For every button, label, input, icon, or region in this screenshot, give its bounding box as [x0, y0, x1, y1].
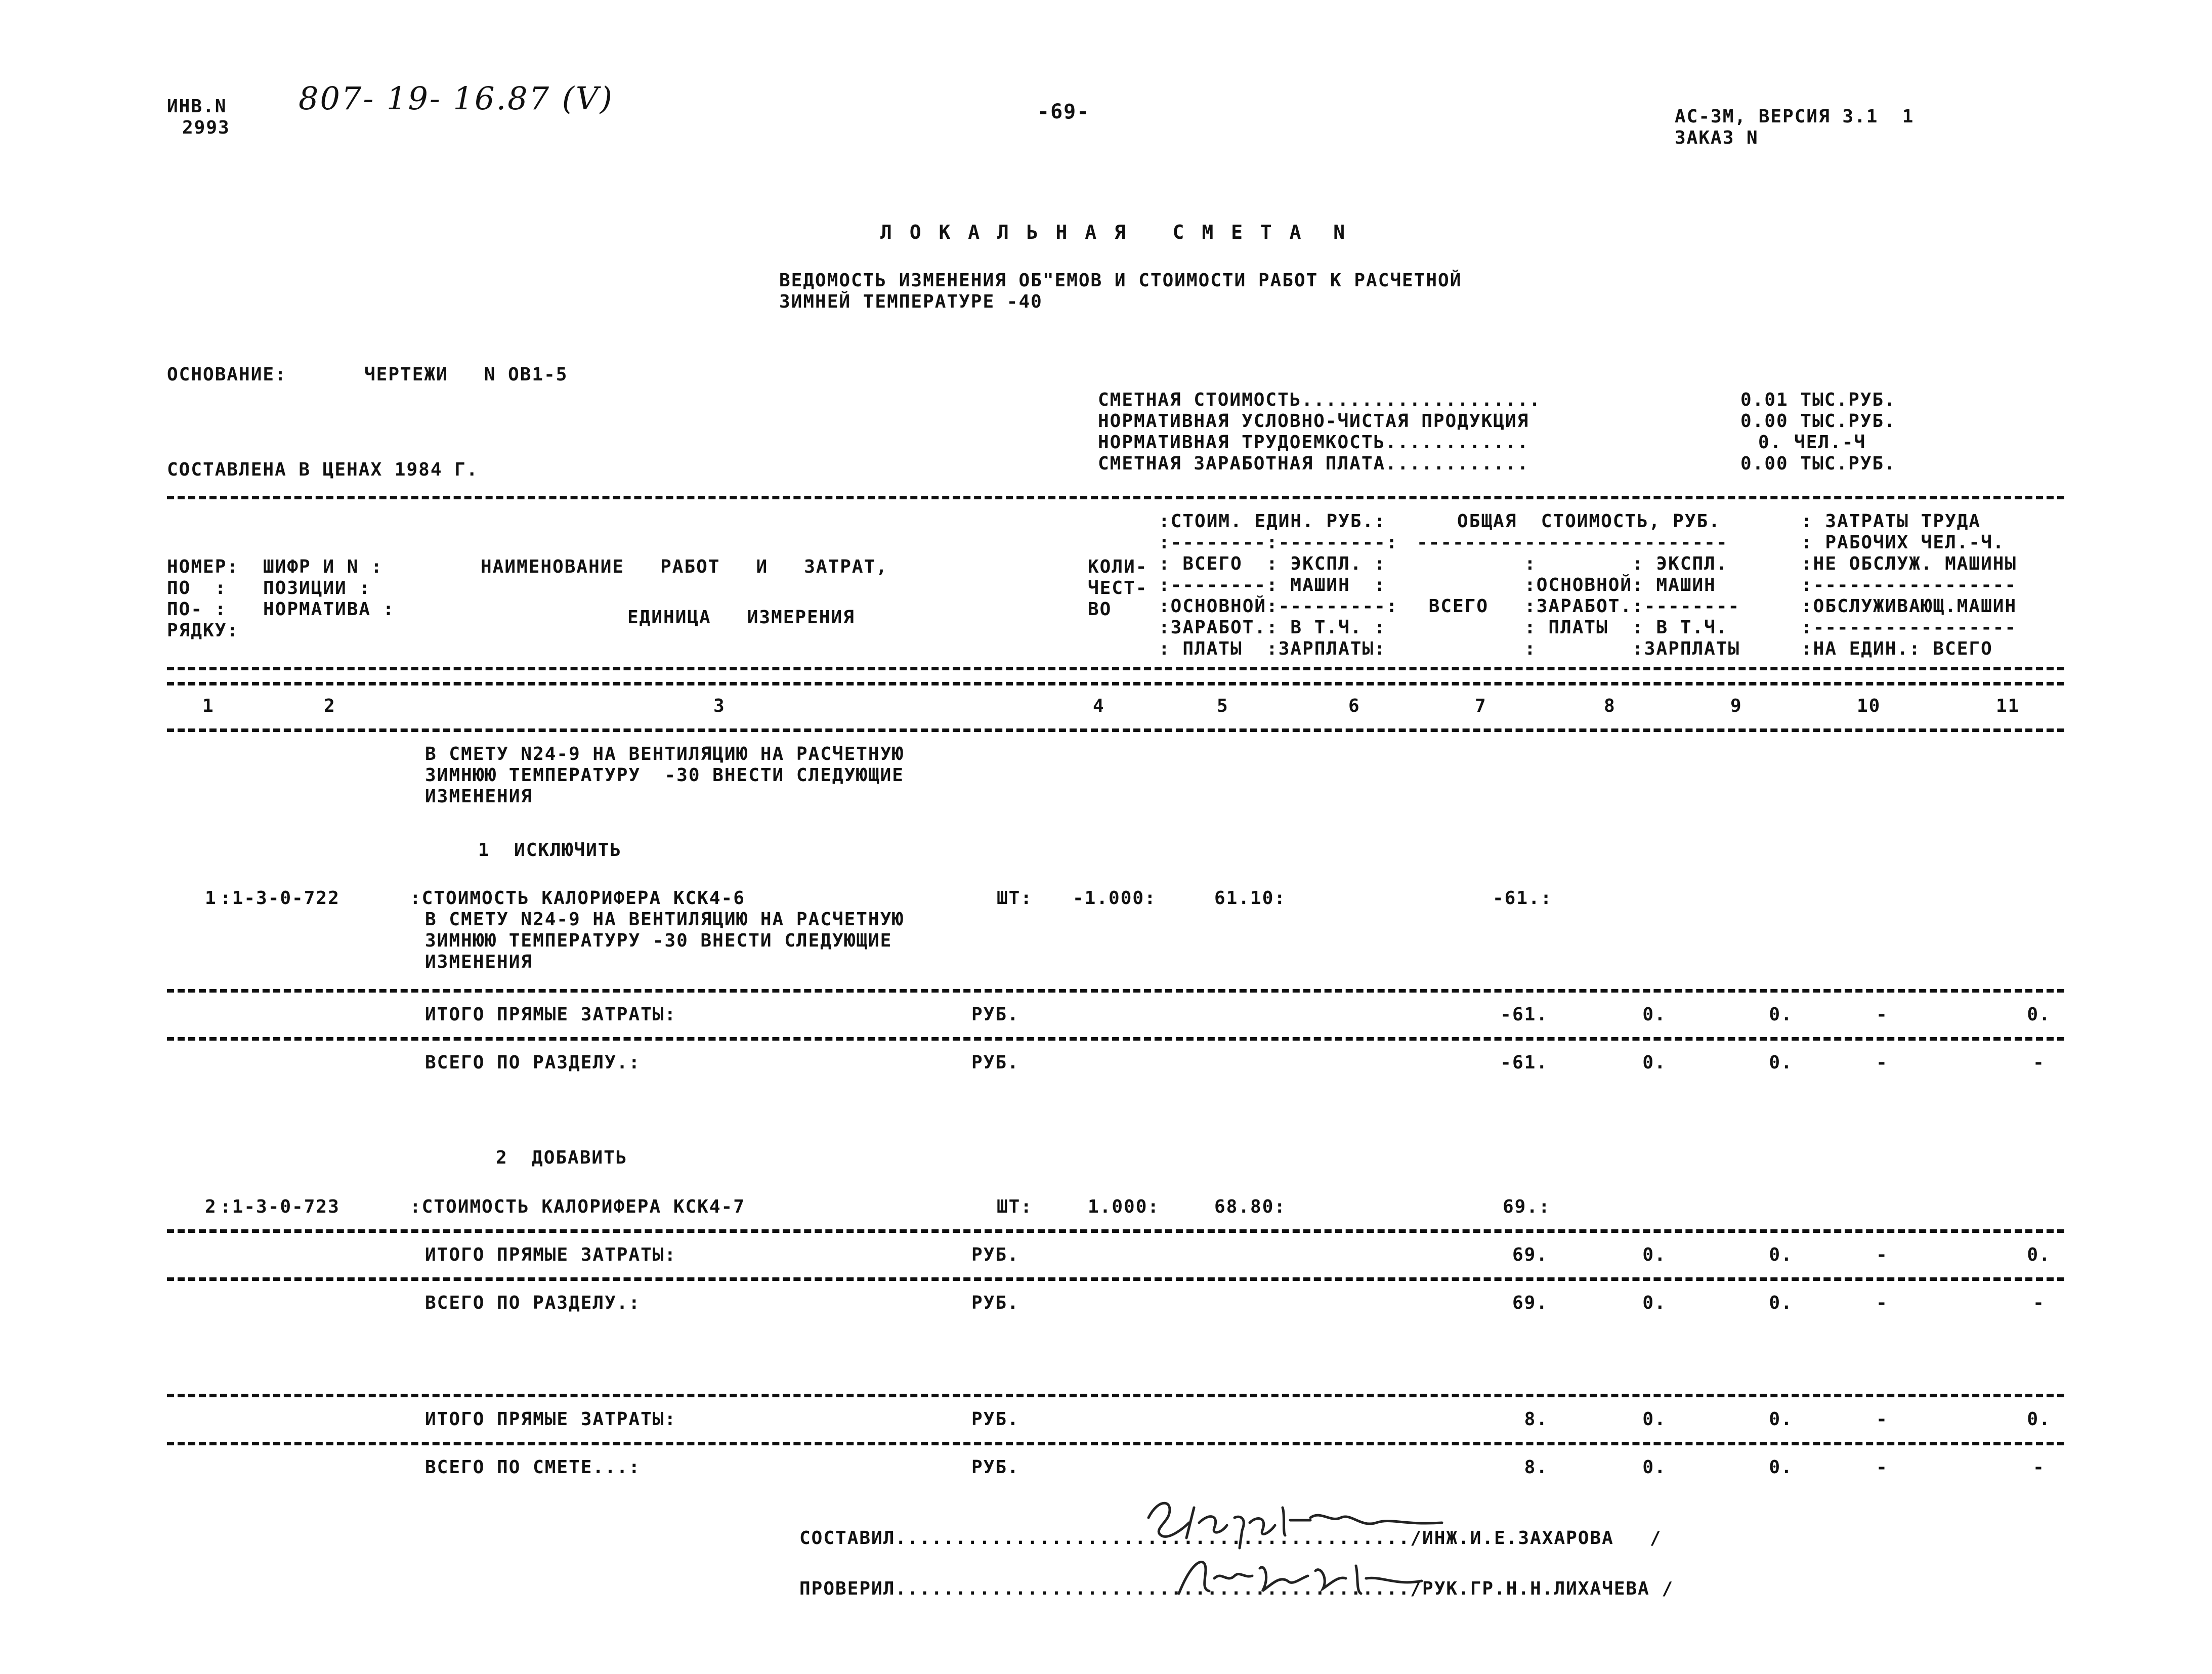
cols7-9-header-line: : : ЭКСПЛ.: [1417, 553, 1728, 574]
intro-line: В СМЕТУ N24-9 НА ВЕНТИЛЯЦИЮ НА РАСЧЕТНУЮ: [425, 744, 904, 764]
row-total: -61.:: [1493, 888, 1553, 909]
direct-costs-total: 69.: [1512, 1244, 1548, 1265]
cols56-header-line: :СТОИМ. ЕДИН. РУБ.:: [1159, 511, 1386, 532]
order-number: ЗАКАЗ N: [1675, 127, 1759, 148]
cols56-header-line: :ОСНОВНОЙ:---------:: [1159, 596, 1398, 617]
prices-year: СОСТАВЛЕНА В ЦЕНАХ 1984 Г.: [167, 459, 479, 480]
section-total-machines: 0.: [1769, 1293, 1793, 1313]
grand-rule: [167, 1442, 2064, 1445]
composed-by-line: СОСТАВИЛ.........................................../ИНЖ.И.Е.ЗАХАРОВА /: [799, 1528, 1662, 1549]
inventory-label: ИНВ.N: [167, 96, 227, 117]
direct-costs-machines: 0.: [1769, 1244, 1793, 1265]
col4-header-line: ЧЕСТ-: [1088, 578, 1148, 598]
section-total-labor-total: -: [2033, 1052, 2045, 1073]
column-number: 3: [713, 696, 726, 716]
row-quantity: -1.000:: [1073, 888, 1157, 909]
row-unit: ШТ:: [997, 888, 1033, 909]
grand-direct-wages: 0.: [1642, 1409, 1667, 1430]
direct-costs-label: ИТОГО ПРЯМЫЕ ЗАТРАТЫ:: [425, 1004, 677, 1025]
grand-direct-machines: 0.: [1769, 1409, 1793, 1430]
column-number: 11: [1996, 696, 2020, 716]
row-note: ИЗМЕНЕНИЯ: [425, 952, 533, 972]
section-total-label: ВСЕГО ПО РАЗДЕЛУ.:: [425, 1052, 641, 1073]
grand-direct-total: 8.: [1524, 1409, 1548, 1430]
cols56-header-line: :ЗАРАБОТ.: В Т.Ч. :: [1159, 617, 1386, 638]
row-code: :1-3-0-723: [220, 1196, 340, 1217]
col2-header-line: ПОЗИЦИИ :: [263, 578, 371, 598]
row-unit-price: 68.80:: [1214, 1196, 1287, 1217]
column-number: 10: [1857, 696, 1881, 716]
summary-value: 0.00 ТЫС.РУБ.: [1740, 411, 1896, 432]
checked-by-line: ПРОВЕРИЛ.........................................../РУК.ГР.Н.Н.ЛИХАЧЕВА /: [799, 1578, 1674, 1599]
checker-signature: [1164, 1548, 1427, 1604]
section-total-label: ВСЕГО ПО РАЗДЕЛУ.:: [425, 1293, 641, 1313]
grand-total-label: ВСЕГО ПО СМЕТЕ...:: [425, 1457, 641, 1478]
row-note: ЗИМНЮЮ ТЕМПЕРАТУРУ -30 ВНЕСТИ СЛЕДУЮЩИЕ: [425, 930, 892, 951]
row-note: В СМЕТУ N24-9 НА ВЕНТИЛЯЦИЮ НА РАСЧЕТНУЮ: [425, 909, 904, 930]
grand-total-machines: 0.: [1769, 1457, 1793, 1478]
cols10-11-header-line: :ОБСЛУЖИВАЮЩ.МАШИН: [1801, 596, 2017, 617]
composer-signature: [1138, 1487, 1452, 1553]
header-rule: [167, 728, 2064, 732]
section-total-wages: 0.: [1642, 1052, 1667, 1073]
row-rule: [167, 989, 2064, 993]
header-rule: [167, 682, 2064, 685]
row-rule: [167, 1277, 2064, 1281]
grand-total-unit: РУБ.: [971, 1457, 1019, 1478]
grand-total-wages: 0.: [1642, 1457, 1667, 1478]
col1-header-line: НОМЕР:: [167, 556, 239, 577]
direct-costs-unit: РУБ.: [971, 1244, 1019, 1265]
handwritten-code: 807- 19- 16.87 (V): [299, 80, 614, 117]
row-rule: [167, 1229, 2064, 1233]
cols7-9-header-line: : ПЛАТЫ : В Т.Ч.: [1417, 617, 1728, 638]
section-total-sum: -61.: [1500, 1052, 1548, 1073]
summary-label: НОРМАТИВНАЯ УСЛОВНО-ЧИСТАЯ ПРОДУКЦИЯ: [1098, 411, 1529, 432]
col3-header-line: НАИМЕНОВАНИЕ РАБОТ И ЗАТРАТ,: [481, 556, 888, 577]
direct-costs-unit: РУБ.: [971, 1004, 1019, 1025]
system-version: АС-3М, ВЕРСИЯ 3.1 1: [1675, 106, 1915, 127]
section-total-unit: РУБ.: [971, 1052, 1019, 1073]
row-name: :СТОИМОСТЬ КАЛОРИФЕРА КСК4-7: [410, 1196, 745, 1217]
section-total-labor-unit: -: [1876, 1293, 1888, 1313]
grand-total-labor-unit: -: [1876, 1457, 1888, 1478]
section-total-wages: 0.: [1642, 1293, 1667, 1313]
column-number: 1: [202, 696, 215, 716]
cols7-9-header-line: ВСЕГО :ЗАРАБОТ.:--------: [1417, 596, 1740, 617]
direct-costs-label: ИТОГО ПРЯМЫЕ ЗАТРАТЫ:: [425, 1244, 677, 1265]
column-number: 6: [1348, 696, 1360, 716]
grand-rule: [167, 1394, 2064, 1397]
direct-costs-total: -61.: [1500, 1004, 1548, 1025]
summary-label: СМЕТНАЯ ЗАРАБОТНАЯ ПЛАТА............: [1098, 453, 1529, 474]
cols7-9-header-line: ОБЩАЯ СТОИМОСТЬ, РУБ.: [1457, 511, 1721, 532]
cols56-header-line: : ПЛАТЫ :ЗАРПЛАТЫ:: [1159, 638, 1386, 659]
inventory-number: 2993: [182, 117, 230, 138]
col2-header-line: НОРМАТИВА :: [263, 599, 395, 620]
direct-costs-labor-unit: -: [1876, 1244, 1888, 1265]
cols7-9-header-line: :ОСНОВНОЙ: МАШИН: [1417, 575, 1716, 595]
intro-line: ИЗМЕНЕНИЯ: [425, 786, 533, 807]
summary-label: НОРМАТИВНАЯ ТРУДОЕМКОСТЬ............: [1098, 432, 1529, 453]
grand-direct-labor-unit: -: [1876, 1409, 1888, 1430]
row-unit: ШТ:: [997, 1196, 1033, 1217]
section-total-machines: 0.: [1769, 1052, 1793, 1073]
col2-header-line: ШИФР И N :: [263, 556, 383, 577]
section-total-unit: РУБ.: [971, 1293, 1019, 1313]
table-top-rule: [167, 496, 2064, 499]
summary-value: 0.01 ТЫС.РУБ.: [1740, 390, 1896, 410]
col1-header-line: РЯДКУ:: [167, 620, 239, 641]
grand-direct-unit: РУБ.: [971, 1409, 1019, 1430]
column-number: 7: [1475, 696, 1487, 716]
cols56-header-line: :--------:---------:: [1159, 532, 1398, 553]
section-total-sum: 69.: [1512, 1293, 1548, 1313]
direct-costs-wages: 0.: [1642, 1244, 1667, 1265]
cols10-11-header-line: : РАБОЧИХ ЧЕЛ.-Ч.: [1801, 532, 2005, 553]
cols10-11-header-line: :НА ЕДИН.: ВСЕГО: [1801, 638, 1993, 659]
row-number: 1: [205, 888, 217, 909]
section-total-labor-total: -: [2033, 1293, 2045, 1313]
summary-label: СМЕТНАЯ СТОИМОСТЬ....................: [1098, 390, 1541, 410]
grand-total-sum: 8.: [1524, 1457, 1548, 1478]
grand-direct-labor-total: 0.: [2027, 1409, 2051, 1430]
column-number: 4: [1093, 696, 1105, 716]
cols10-11-header-line: :-----------------: [1801, 617, 2017, 638]
cols10-11-header-line: :-----------------: [1801, 575, 2017, 595]
column-number: 9: [1730, 696, 1742, 716]
row-name: :СТОИМОСТЬ КАЛОРИФЕРА КСК4-6: [410, 888, 745, 909]
direct-costs-labor-total: 0.: [2027, 1004, 2051, 1025]
basis-value: ЧЕРТЕЖИ N ОВ1-5: [364, 364, 568, 385]
direct-costs-labor-total: 0.: [2027, 1244, 2051, 1265]
subtitle-line2: ЗИМНЕЙ ТЕМПЕРАТУРЕ -40: [779, 291, 1043, 312]
document-title: Л О К А Л Ь Н А Я С М Е Т А N: [880, 221, 1348, 243]
row-code: :1-3-0-722: [220, 888, 340, 909]
row-quantity: 1.000:: [1088, 1196, 1160, 1217]
cols10-11-header-line: : ЗАТРАТЫ ТРУДА: [1801, 511, 1981, 532]
subtitle-line1: ВЕДОМОСТЬ ИЗМЕНЕНИЯ ОБ"ЕМОВ И СТОИМОСТИ РАБОТ К РАСЧЕТНОЙ: [779, 270, 1462, 291]
section-title: 1 ИСКЛЮЧИТЬ: [478, 840, 622, 861]
row-unit-price: 61.10:: [1214, 888, 1287, 909]
cols56-header-line: :--------: МАШИН :: [1159, 575, 1386, 595]
page-number: -69-: [1037, 100, 1090, 123]
col4-header-line: ВО: [1088, 599, 1112, 620]
direct-costs-labor-unit: -: [1876, 1004, 1888, 1025]
row-rule: [167, 1037, 2064, 1041]
header-rule: [167, 667, 2064, 670]
column-number: 5: [1217, 696, 1229, 716]
cols56-header-line: : ВСЕГО : ЭКСПЛ. :: [1159, 553, 1386, 574]
direct-costs-machines: 0.: [1769, 1004, 1793, 1025]
grand-total-labor-total: -: [2033, 1457, 2045, 1478]
cols10-11-header-line: :НЕ ОБСЛУЖ. МАШИНЫ: [1801, 553, 2017, 574]
summary-value: 0.00 ТЫС.РУБ.: [1740, 453, 1896, 474]
cols7-9-header-line: : :ЗАРПЛАТЫ: [1417, 638, 1740, 659]
col1-header-line: ПО :: [167, 578, 227, 598]
column-number: 2: [324, 696, 336, 716]
col1-header-line: ПО- :: [167, 599, 227, 620]
basis-label: ОСНОВАНИЕ:: [167, 364, 287, 385]
direct-costs-wages: 0.: [1642, 1004, 1667, 1025]
row-number: 2: [205, 1196, 217, 1217]
cols7-9-header-line: --------------------------: [1417, 532, 1728, 553]
grand-direct-label: ИТОГО ПРЯМЫЕ ЗАТРАТЫ:: [425, 1409, 677, 1430]
intro-line: ЗИМНЮЮ ТЕМПЕРАТУРУ -30 ВНЕСТИ СЛЕДУЮЩИЕ: [425, 765, 904, 786]
column-number: 8: [1604, 696, 1616, 716]
col3-header-line: ЕДИНИЦА ИЗМЕРЕНИЯ: [627, 607, 855, 628]
section-title: 2 ДОБАВИТЬ: [496, 1147, 628, 1168]
col4-header-line: КОЛИ-: [1088, 556, 1148, 577]
section-total-labor-unit: -: [1876, 1052, 1888, 1073]
row-total: 69.:: [1503, 1196, 1551, 1217]
summary-value: 0. ЧЕЛ.-Ч: [1758, 432, 1866, 453]
